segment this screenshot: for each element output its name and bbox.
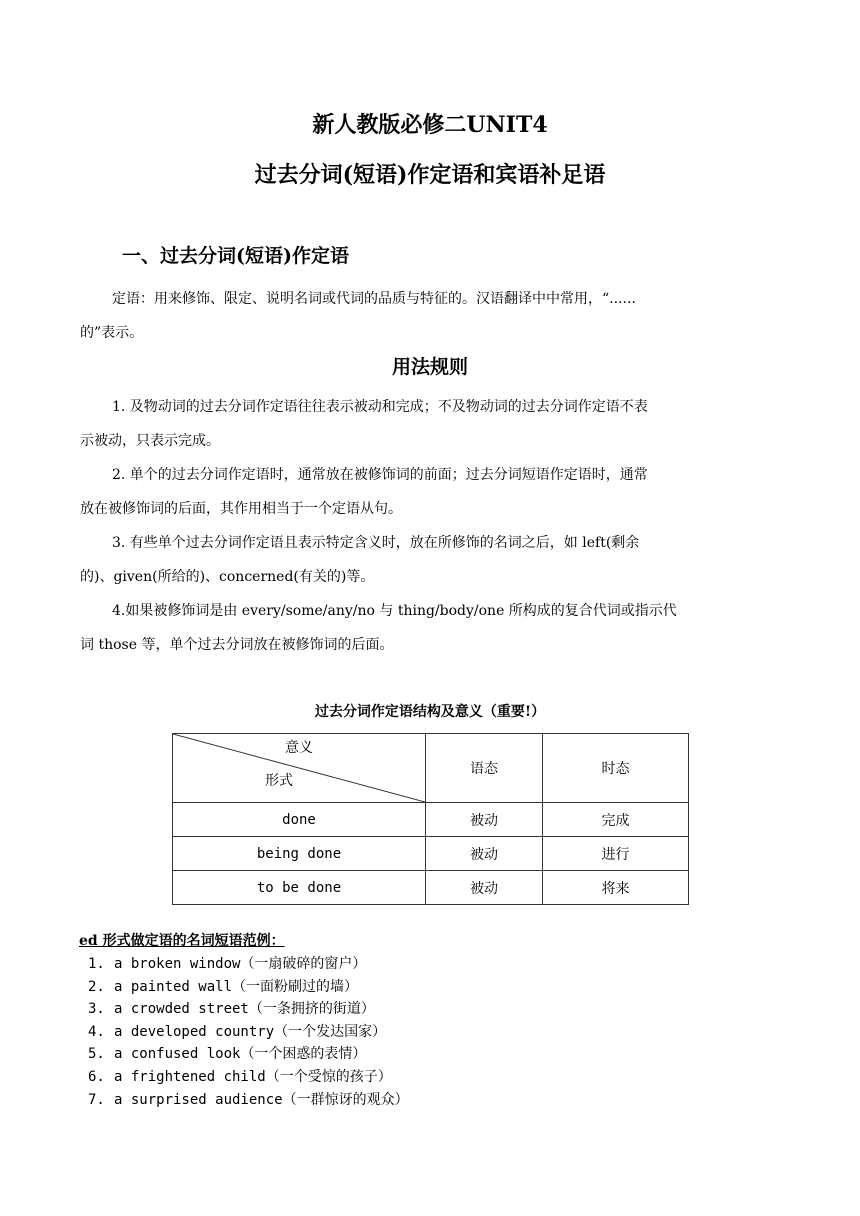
header-meaning: 意义 (285, 740, 313, 756)
list-item (88, 1021, 409, 1044)
list-item (88, 953, 409, 976)
item-number: 1. (88, 956, 105, 972)
rule-3-line-1: 3. 有些单个过去分词作定语且表示特定含义时，放在所修饰的名词之后，如 left(剩余 (112, 535, 640, 551)
rules-heading: 用法规则 (391, 356, 468, 378)
cell-voice: 被动 (426, 837, 543, 871)
item-chinese: （一扇破碎的窗户） (240, 956, 367, 972)
cell-form: done (173, 803, 426, 837)
rule-1-line-1: 1. 及物动词的过去分词作定语往往表示被动和完成；不及物动词的过去分词作定语不表 (112, 399, 648, 415)
item-chinese: （一条拥挤的街道） (248, 1001, 375, 1018)
item-english: a frightened child (114, 1068, 266, 1085)
definition-paragraph (80, 282, 782, 350)
definition-line-1: 定语：用来修饰、限定、说明名词或代词的品质与特征的。汉语翻译中中常用，“...... (112, 291, 636, 307)
header-form: 形式 (265, 773, 293, 789)
table-row (173, 871, 689, 905)
section-heading: 一、过去分词(短语)作定语 (122, 245, 349, 267)
item-chinese: （一面粉刷过的墙） (232, 978, 359, 995)
table-row (173, 837, 689, 871)
cell-form: to be done (173, 871, 426, 905)
item-english: a broken window (114, 956, 241, 972)
rule-2-line-2: 放在被修饰词的后面，其作用相当于一个定语从句。 (80, 501, 402, 517)
rule-3-line-2: 的)、given(所给的)、concerned(有关的)等。 (80, 569, 375, 585)
item-chinese: （一个发达国家） (274, 1023, 387, 1040)
item-chinese: （一个困惑的表情） (240, 1046, 367, 1063)
document-title: 新人教版必修二UNIT4 (312, 112, 548, 138)
cell-tense: 完成 (543, 803, 689, 837)
item-chinese: （一个受惊的孩子） (265, 1068, 392, 1085)
definition-line-2: 的”表示。 (80, 325, 144, 341)
rule-4-line-2: 词 those 等，单个过去分词放在被修饰词的后面。 (80, 637, 394, 653)
structure-table (172, 733, 689, 905)
item-chinese: （一群惊讶的观众） (282, 1091, 409, 1108)
list-item (88, 1043, 409, 1066)
examples-heading: ed 形式做定语的名词短语范例： (79, 933, 285, 949)
rule-paragraph-4 (80, 594, 782, 662)
rule-2-line-1: 2. 单个的过去分词作定语时，通常放在被修饰词的前面；过去分词短语作定语时，通常 (112, 467, 648, 483)
rule-paragraph-3 (80, 526, 782, 594)
item-number: 2. (88, 978, 105, 995)
table-caption: 过去分词作定语结构及意义（重要!） (314, 704, 546, 720)
item-english: a crowded street (114, 1001, 249, 1018)
header-tense: 时态 (543, 734, 689, 803)
diagonal-header-cell (173, 734, 426, 803)
list-item (88, 1066, 409, 1089)
item-number: 7. (88, 1091, 105, 1108)
list-item (88, 1089, 409, 1112)
rule-1-line-2: 示被动，只表示完成。 (80, 433, 220, 449)
rule-paragraph-2 (80, 458, 782, 526)
item-english: a confused look (114, 1046, 241, 1063)
item-number: 3. (88, 1001, 105, 1018)
table-row (173, 803, 689, 837)
cell-form: being done (173, 837, 426, 871)
cell-tense: 进行 (543, 837, 689, 871)
cell-tense: 将来 (543, 871, 689, 905)
rule-paragraph-1 (80, 390, 782, 458)
item-number: 4. (88, 1023, 105, 1040)
cell-voice: 被动 (426, 871, 543, 905)
item-english: a painted wall (114, 978, 233, 995)
document-subtitle: 过去分词(短语)作定语和宾语补足语 (254, 162, 606, 188)
item-english: a surprised audience (114, 1091, 283, 1108)
examples-list (88, 953, 409, 1111)
item-number: 5. (88, 1046, 105, 1063)
rule-4-line-1: 4.如果被修饰词是由 every/some/any/no 与 thing/body/one 所构成的复合代词或指示代 (112, 603, 677, 619)
list-item (88, 998, 409, 1021)
item-number: 6. (88, 1068, 105, 1085)
header-voice: 语态 (426, 734, 543, 803)
cell-voice: 被动 (426, 803, 543, 837)
list-item (88, 976, 409, 999)
item-english: a developed country (114, 1023, 275, 1040)
